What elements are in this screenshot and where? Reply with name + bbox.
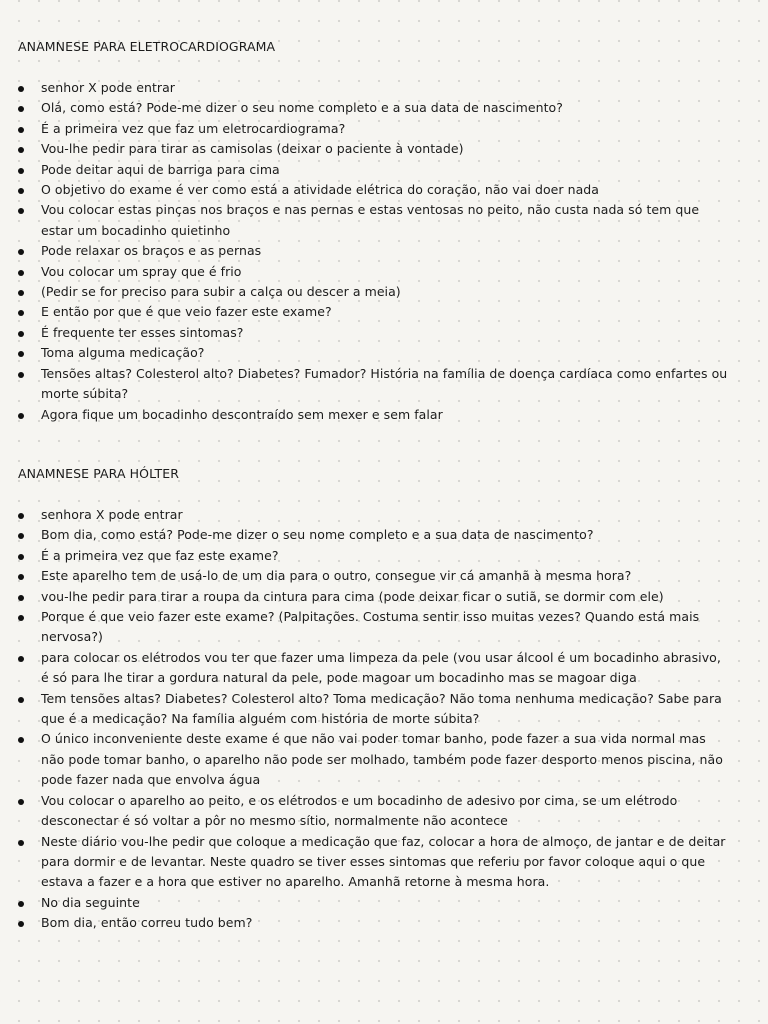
list-item-text: senhor X pode entrar [41, 80, 175, 95]
list-item-text: O objetivo do exame é ver como está a atividade elétrica do coração, não vai doer nada [41, 182, 599, 198]
bullet-icon [18, 331, 24, 337]
list-item-text: Vou colocar estas pinças nos braços e nas pernas e estas ventosas no peito, não custa nada só tem que estar um bocadinho quietinho [41, 202, 700, 238]
bullet-icon [18, 921, 24, 927]
holter-anamnesis-section [18, 465, 730, 934]
bullet-icon [18, 372, 24, 378]
bullet-icon [18, 310, 24, 316]
list-item [18, 405, 730, 425]
bullet-icon [18, 188, 24, 194]
bullet-icon [18, 656, 24, 662]
bullet-icon [18, 351, 24, 357]
list-item [18, 160, 730, 180]
list-item [18, 566, 730, 586]
list-item-text: Bom dia, como está? Pode-me dizer o seu nome completo e a sua data de nascimento? [41, 527, 594, 543]
list-item-text: (Pedir se for preciso para subir a calça ou descer a meia) [41, 284, 401, 300]
bullet-icon [18, 799, 24, 805]
bullet-icon [18, 595, 24, 601]
list-item-text: Agora fique um bocadinho descontraído sem mexer e sem falar [41, 406, 443, 422]
list-item [18, 832, 730, 893]
bullet-icon [18, 840, 24, 846]
list-item-text: Vou-lhe pedir para tirar as camisolas (deixar o paciente à vontade) [41, 141, 464, 157]
list-item [18, 343, 730, 363]
question-list [18, 78, 730, 425]
list-item [18, 546, 730, 566]
bullet-icon [18, 208, 24, 214]
list-item [18, 119, 730, 139]
list-item-text: É a primeira vez que faz este exame? [41, 547, 279, 563]
list-item [18, 893, 730, 913]
list-item [18, 241, 730, 261]
list-item [18, 689, 730, 730]
list-item-text: vou-lhe pedir para tirar a roupa da cintura para cima (pode deixar ficar o sutiã, se dormir com ele) [41, 588, 664, 604]
question-list [18, 505, 730, 934]
bullet-icon [18, 533, 24, 539]
list-item-text: Vou colocar um spray que é frio [41, 263, 242, 279]
bullet-icon [18, 697, 24, 703]
list-item [18, 282, 730, 302]
list-item-text: senhora X pode entrar [41, 507, 183, 522]
list-item-text: para colocar os elétrodos vou ter que fazer uma limpeza da pele (vou usar álcool é um bocadinho abrasivo, é só para lhe tirar a gordura natural da pele, pode magoar um bocadinho mas se magoar diga [41, 649, 721, 686]
list-item [18, 98, 730, 118]
list-item [18, 525, 730, 545]
list-item [18, 607, 730, 648]
list-item-text: É a primeira vez que faz um eletrocardiograma? [41, 120, 346, 136]
bullet-icon [18, 513, 24, 519]
list-item [18, 78, 730, 98]
list-item-text: Bom dia, então correu tudo bem? [41, 915, 253, 931]
list-item [18, 587, 730, 607]
bullet-icon [18, 270, 24, 276]
list-item [18, 648, 730, 689]
ecg-anamnesis-section [18, 38, 730, 425]
list-item [18, 323, 730, 343]
bullet-icon [18, 147, 24, 153]
list-item [18, 180, 730, 200]
bullet-icon [18, 615, 24, 621]
section-heading: ANAMNESE PARA ELETROCARDIOGRAMA [18, 39, 276, 54]
bullet-icon [18, 86, 24, 92]
list-item-text: Pode deitar aqui de barriga para cima [41, 161, 280, 177]
list-item [18, 913, 730, 933]
bullet-icon [18, 901, 24, 907]
list-item [18, 791, 730, 832]
section-heading: ANAMNESE PARA HÓLTER [18, 466, 179, 481]
list-item-text: Este aparelho tem de usá-lo de um dia para o outro, consegue vir cá amanhã à mesma hora? [41, 568, 632, 584]
list-item [18, 505, 730, 525]
list-item-text: Porque é que veio fazer este exame? (Palpitações. Costuma sentir isso muitas vezes? Quando está mais nervosa?) [41, 609, 700, 645]
bullet-icon [18, 249, 24, 255]
list-item [18, 139, 730, 159]
list-item-text: Tensões altas? Colesterol alto? Diabetes? Fumador? História na família de doença cardíaca como enfartes ou morte súbita? [41, 365, 728, 402]
bullet-icon [18, 413, 24, 419]
list-item [18, 302, 730, 322]
list-item-text: Tem tensões altas? Diabetes? Colesterol alto? Toma medicação? Não toma nenhuma medicação? Sabe para que é a medicação? Na família alguém com história de morte súbita? [41, 690, 722, 727]
bullet-icon [18, 106, 24, 112]
list-item-text: No dia seguinte [41, 894, 140, 910]
list-item-text: Toma alguma medicação? [41, 345, 205, 361]
bullet-icon [18, 290, 24, 296]
list-item-text: E então por que é que veio fazer este exame? [41, 304, 332, 320]
list-item-text: O único inconveniente deste exame é que não vai poder tomar banho, pode fazer a sua vida normal mas não pode tomar banho, o aparelho não pode ser molhado, também pode fazer desporto menos piscina, não pode fazer nada que envolva água [41, 731, 723, 788]
bullet-icon [18, 554, 24, 560]
list-item-text: Vou colocar o aparelho ao peito, e os elétrodos e um bocadinho de adesivo por cima, se um elétrodo desconectar é só voltar a pôr no mesmo sítio, normalmente não acontece [41, 792, 678, 829]
bullet-icon [18, 127, 24, 133]
list-item [18, 729, 730, 790]
list-item-text: Neste diário vou-lhe pedir que coloque a medicação que faz, colocar a hora de almoço, de jantar e de deitar para dormir e de levantar. Neste quadro se tiver esses sintomas que referiu por favor coloque aqui o que estava a fazer e a hora que estiver no aparelho. Amanhã retorne à mesma hora. [41, 833, 726, 890]
list-item [18, 262, 730, 282]
list-item-text: Pode relaxar os braços e as pernas [41, 243, 262, 259]
list-item-text: É frequente ter esses sintomas? [41, 324, 244, 340]
bullet-icon [18, 737, 24, 743]
list-item [18, 200, 730, 241]
list-item-text: Olá, como está? Pode-me dizer o seu nome completo e a sua data de nascimento? [41, 100, 563, 116]
bullet-icon [18, 574, 24, 580]
bullet-icon [18, 168, 24, 174]
list-item [18, 364, 730, 405]
